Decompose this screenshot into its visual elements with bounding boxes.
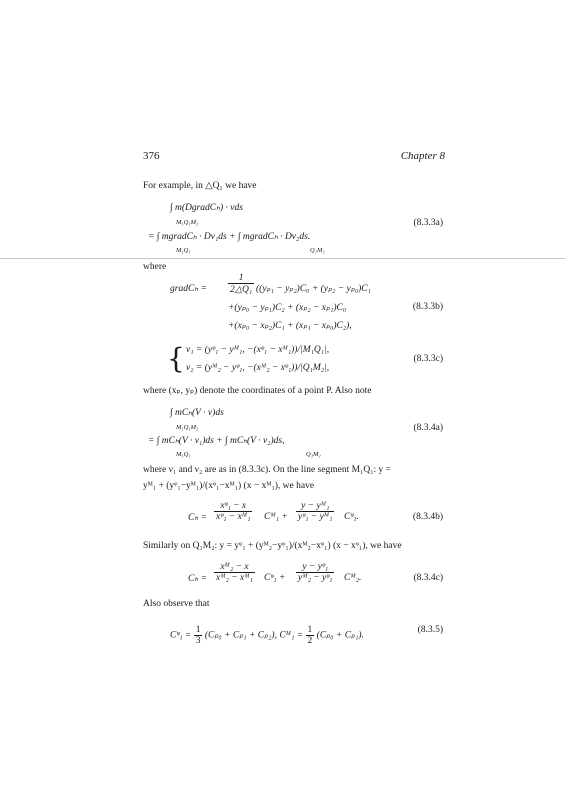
eq-8-3-4b-f1-num: xᵠ₁ − x [214, 501, 252, 512]
eq-8-3-4c-f2-num: y − yᵠ₁ [296, 562, 334, 573]
eq-8-3-3b-frac-num: 1 [228, 273, 254, 284]
eq-8-3-4b-fraction1 [214, 501, 252, 522]
eq-8-3-4c-label: (8.3.4c) [413, 573, 443, 583]
eq-8-3-4c-fraction2 [296, 562, 334, 583]
eq-8-3-4b-tail: Cᵠ₁. [344, 512, 359, 522]
also-observe-text: Also observe that [143, 599, 210, 609]
eq-8-3-3b-line1: ((yₚ₁ − yₚ₂)C₀ + (yₚ₂ − yₚ₀)C₁ [256, 284, 371, 294]
eq-8-3-3c-label: (8.3.3c) [413, 354, 443, 364]
eq-8-3-5-f1-num: 1 [195, 625, 201, 635]
where-text-1: where [143, 262, 167, 272]
eq-8-3-4b-lhs: Cₕ = [188, 513, 207, 523]
eq-8-3-4a-line1-subscript: M₁Q₁M₂ [176, 424, 199, 431]
eq-8-3-3b-line2: +(yₚ₀ − yₚ₁)C₂ + (xₚ₂ − xₚ₁)C₀ [228, 303, 347, 313]
intro-text: For example, in △Q₁ we have [143, 181, 257, 191]
eq-8-3-3a-line2: = ∫ mgradCₕ · Dν₁ds + ∫ mgradCₕ · Dν₂ds. [148, 232, 311, 242]
paragraph-where-line2: yᴹ₁ + (yᵠ₁−yᴹ₁)/(xᵠ₁−xᴹ₁) (x − xᴹ₁), we have [143, 481, 315, 491]
eq-8-3-3a-label: (8.3.3a) [413, 218, 443, 228]
eq-8-3-4c-f1-den: xᴹ₂ − xᴹ₁ [216, 573, 253, 583]
eq-8-3-5-f1-den: 3 [195, 636, 201, 646]
eq-8-3-3b-line3: +(xₚ₀ − xₚ₂)C₁ + (xₚ₁ − xₚ₀)C₂), [228, 321, 352, 331]
eq-8-3-3a-line2-subscript2: Q₁M₂ [310, 247, 325, 254]
eq-8-3-4c-tail: Cᴹ₂. [344, 573, 362, 583]
eq-8-3-3b-label: (8.3.3b) [412, 302, 443, 312]
eq-8-3-4a-line2: = ∫ mCₕ(V · ν₁)ds + ∫ mCₕ(V · ν₂)ds, [148, 436, 285, 446]
eq-8-3-3a-line1 [170, 202, 243, 213]
eq-8-3-4b-mid: Cᴹ₁ + [264, 512, 288, 522]
eq-8-3-5-label: (8.3.5) [417, 625, 443, 635]
eq-8-3-3c-line1: ν₁ = (yᵠ₁ − yᴹ₁, −(xᵠ₁ − xᴹ₁))/|M₁Q₁|, [186, 345, 330, 355]
chapter-title: Chapter 8 [400, 150, 445, 162]
eq-8-3-4c-f2-den: yᴹ₂ − yᵠ₁ [298, 573, 333, 583]
eq-8-3-4a-label: (8.3.4a) [413, 423, 443, 433]
eq-8-3-4c-mid: Cᵠ₁ + [264, 573, 286, 583]
paragraph-where-line1: where ν₁ and ν₂ are as in (8.3.3c). On the line segment M₁Q₁: y = [143, 465, 392, 475]
scan-artifact-line [0, 258, 565, 259]
eq-8-3-5-f2-num: 1 [307, 625, 313, 635]
eq-8-3-4b-fraction2 [296, 501, 334, 522]
eq-8-3-3a-line1-text: ∫ m(DgradCₕ) · νds [170, 203, 243, 213]
eq-8-3-5-f2-den: 2 [307, 636, 313, 646]
eq-8-3-5-part1: Cᵠ₁ = [170, 630, 192, 641]
eq-8-3-3c-line2: ν₂ = (yᴹ₂ − yᵠ₁, −(xᴹ₂ − xᵠ₁))/|Q₁M₂|, [186, 363, 330, 373]
eq-8-3-4b-f2-num: y − yᴹ₁ [296, 501, 334, 512]
eq-8-3-4c-f1-num: xᴹ₂ − x [214, 562, 255, 573]
eq-8-3-4a-line2-subscript1: M₁Q₁ [176, 451, 191, 458]
eq-8-3-3b-frac-den: 2△Q₁ [230, 285, 253, 295]
eq-8-3-3a-line1-subscript: M₁Q₁M₂ [176, 219, 199, 226]
page-number: 376 [143, 150, 160, 162]
eq-8-3-4c-fraction1 [214, 562, 255, 583]
eq-8-3-4c-lhs: Cₕ = [188, 574, 207, 584]
eq-8-3-4a-line2-subscript2: Q₁M₂ [306, 451, 321, 458]
eq-8-3-3b-lhs: gradCₕ = [170, 284, 207, 294]
similarly-text: Similarly on Q₁M₂: y = yᵠ₁ + (yᴹ₂−yᵠ₁)/(xᴹ₂−xᵠ₁) (x − xᵠ₁), we have [143, 541, 402, 551]
eq-8-3-4a-line1: ∫ mCₕ(V · ν)ds [170, 408, 224, 418]
where-coords-text: where (xₚ, yₚ) denote the coordinates of a point P. Also note [143, 386, 372, 396]
eq-8-3-5 [170, 625, 364, 646]
eq-8-3-5-part2: (Cₚ₀ + Cₚ₁ + Cₚ₂), Cᴹ₁ = [204, 630, 304, 641]
eq-8-3-3a-line2-subscript1: M₁Q₁ [176, 247, 191, 254]
eq-8-3-4b-f2-den: yᵠ₁ − yᴹ₁ [298, 512, 333, 522]
eq-8-3-5-part3: (Cₚ₀ + Cₚ₁). [316, 630, 364, 641]
eq-8-3-4b-label: (8.3.4b) [412, 512, 443, 522]
eq-8-3-3c-brace: { [167, 342, 185, 375]
eq-8-3-3b-fraction [228, 273, 254, 295]
eq-8-3-4b-f1-den: xᵠ₁ − xᴹ₁ [216, 512, 251, 522]
